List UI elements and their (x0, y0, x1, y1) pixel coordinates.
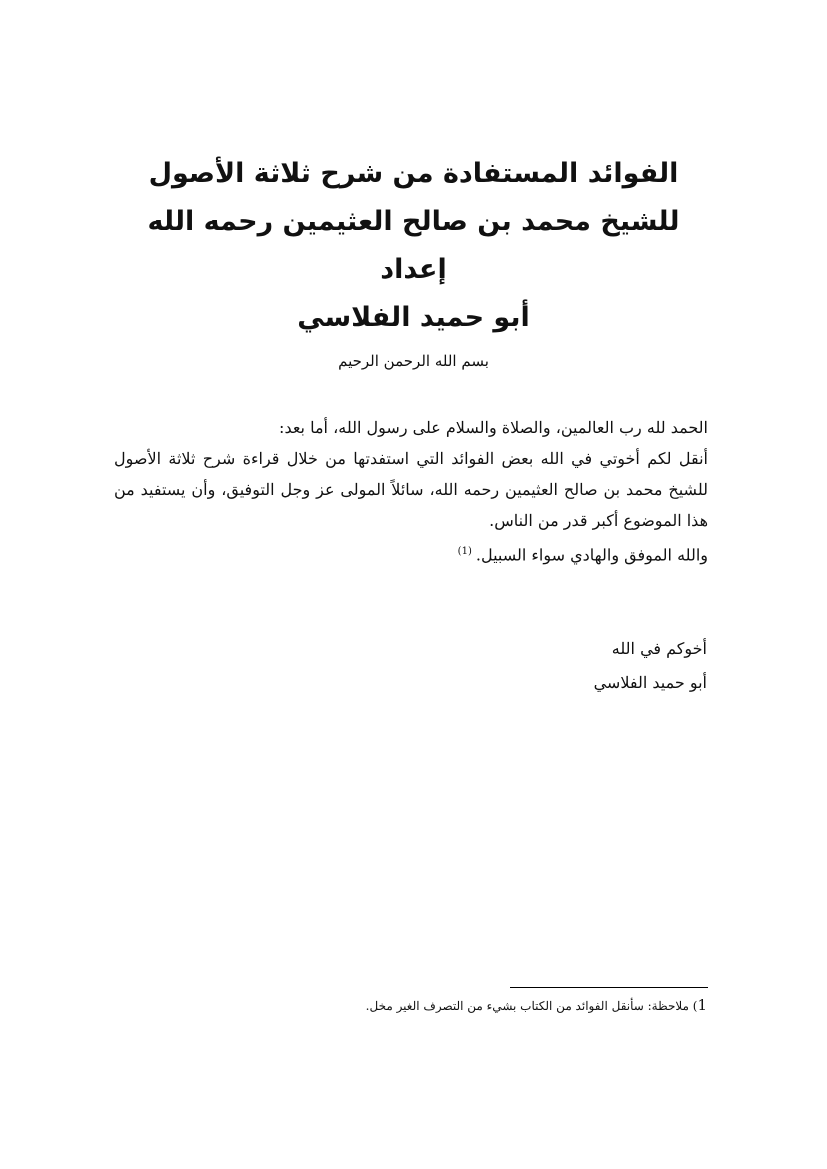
signature-block (594, 632, 707, 700)
paragraph-3 (114, 536, 708, 570)
title-line-3: إعداد (380, 254, 447, 285)
footnote-divider (510, 987, 708, 988)
footnote-reference: (1) (457, 546, 472, 557)
footnote-number: 1 (697, 996, 707, 1014)
paragraph-1: الحمد لله رب العالمين، والصلاة والسلام على رسول الله، أما بعد: (279, 418, 708, 437)
closing-line: والله الموفق والهادي سواء السبيل. (475, 545, 708, 565)
title-line-2: للشيخ محمد بن صالح العثيمين رحمه الله (147, 206, 680, 237)
signature-line-1: أخوكم في الله (611, 639, 707, 658)
title-line-1: الفوائد المستفادة من شرح ثلاثة الأصول (148, 158, 679, 189)
basmala: بسم الله الرحمن الرحيم (338, 352, 489, 370)
footnote (366, 995, 707, 1016)
author-name: أبو حميد الفلاسي (297, 302, 530, 333)
footnote-text: ) ملاحظة: سأنقل الفوائد من الكتاب بشيء من التصرف الغير مخل. (365, 999, 698, 1013)
title-block (100, 150, 727, 376)
body-text (114, 412, 708, 570)
paragraph-2: أنقل لكم أخوتي في الله بعض الفوائد التي استفدتها من خلال قراءة شرح ثلاثة الأصول للشيخ محمد بن صالح العثيمين رحمه الله، سائلاً المولى عز وجل التوفيق، وأن يستفيد من هذا الموضوع أكبر قدر من الناس. (114, 449, 708, 530)
signature-line-2: أبو حميد الفلاسي (593, 673, 707, 692)
